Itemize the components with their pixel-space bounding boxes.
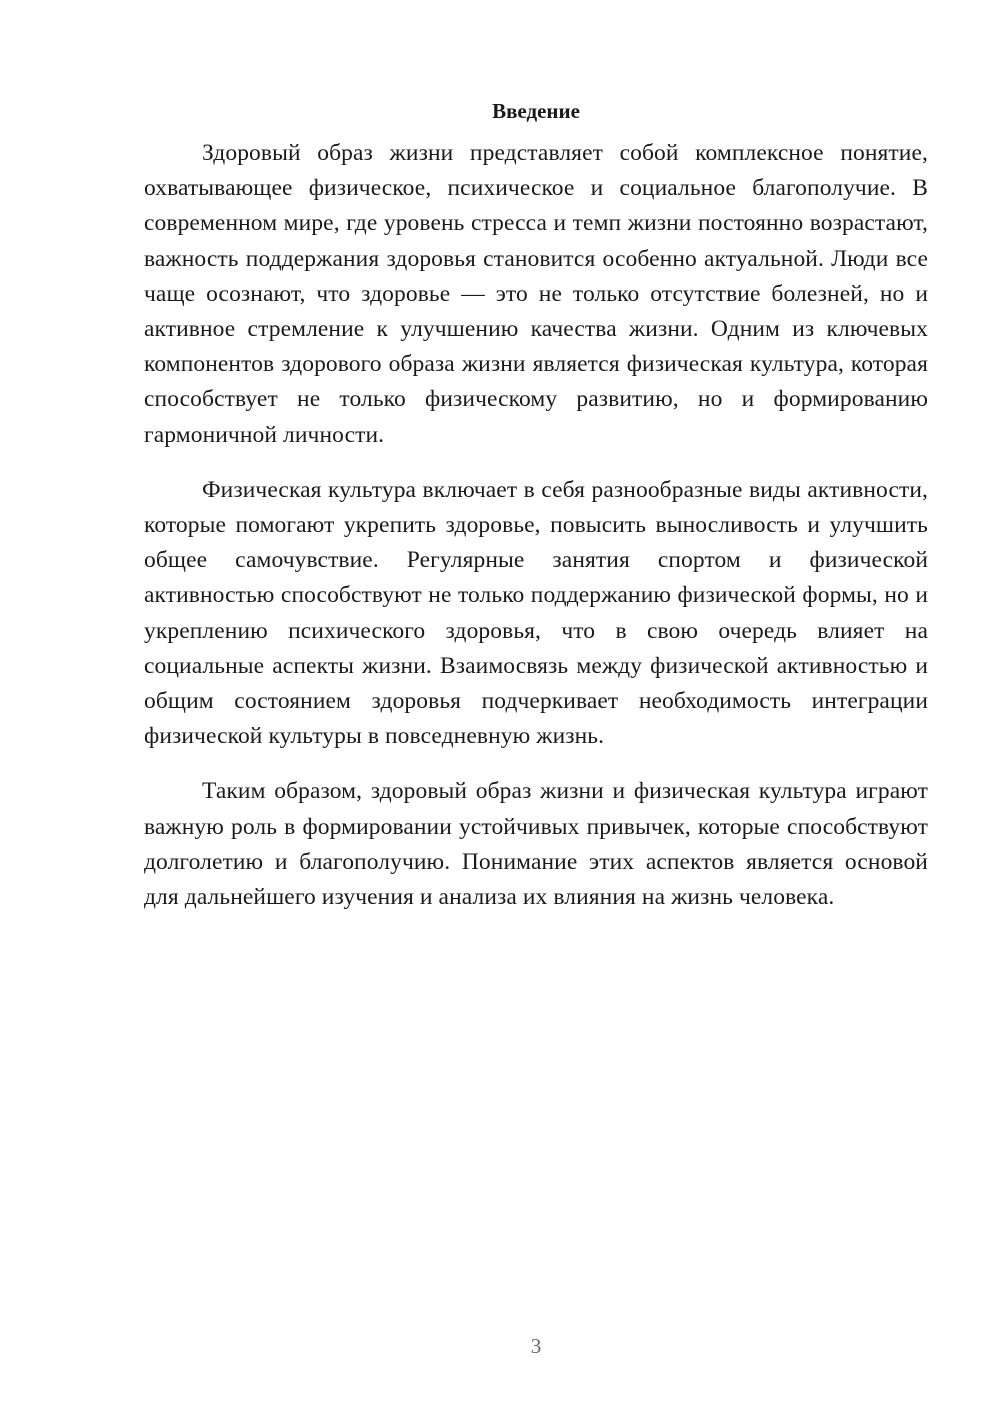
page-content (144, 96, 928, 935)
paragraph-3: Таким образом, здоровый образ жизни и физическая культура играют важную роль в формировании устойчивых привычек, которые способствуют долголетию и благополучию. Понимание этих аспектов является основой для дальнейшего изучения и анализа их влияния на жизнь человека. (144, 778, 928, 911)
paragraph-1: Здоровый образ жизни представляет собой комплексное понятие, охватывающее физическое, психическое и социальное благополучие. В современном мире, где уровень стресса и темп жизни постоянно возрастают, важность поддержания здоровья становится особенно актуальной. Люди все чаще осознают, что здоровье — это не только отсутствие болезней, но и активное стремление к улучшению качества жизни. Одним из ключевых компонентов здорового образа жизни является физическая культура, которая способствует не только физическому развитию, но и формированию гармоничной личности. (144, 140, 928, 448)
page-number: 3 (530, 1334, 542, 1358)
section-title: Введение (492, 99, 580, 123)
paragraph-2: Физическая культура включает в себя разнообразные виды активности, которые помогают укрепить здоровье, повысить выносливость и улучшить общее самочувствие. Регулярные занятия спортом и физической активностью способствуют не только поддержанию физической формы, но и укреплению психического здоровья, что в свою очередь влияет на социальные аспекты жизни. Взаимосвязь между физической активностью и общим состоянием здоровья подчеркивает необходимость интеграции физической культуры в повседневную жизнь. (144, 476, 928, 750)
